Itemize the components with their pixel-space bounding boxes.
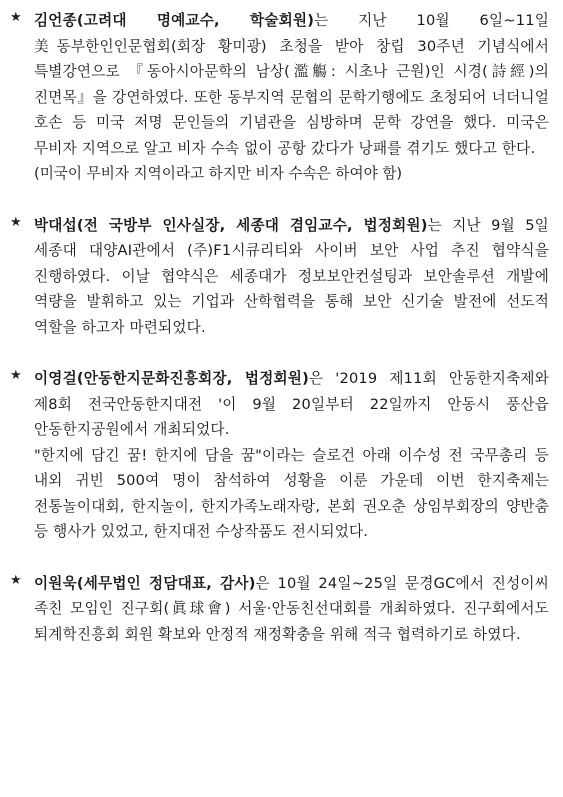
entry-paragraph	[34, 8, 549, 161]
member-name: 이원욱	[34, 574, 77, 592]
news-entry-lee-wu	[10, 571, 549, 648]
entry-body: 는 지난 10월 6일~11일 美동부한인인문협회(회장 황미광) 초청을 받아 창립 30주년 기념식에서 특별강연으로 『동아시아문학의 남상(濫觴: 시초나 근원)인 시경(詩經)의 진면목』을 강연하였다. 또한 동부지역 문협의 문학기행에도 초청되어 너더니얼 호손 등 미국 저명 문인들의 기념관을 심방하며 문학 강연을 했다. 미국은 무비자 지역으로 알고 비자 수속 없이 공항 갔다가 낭패를 겪기도 했다고 한다.	[34, 12, 549, 157]
member-name: 김언종	[34, 12, 77, 29]
entry-paragraph-2: "한지에 담긴 꿈! 한지에 담을 꿈"이라는 슬로건 아래 이수성 전 국무총리 등 내외 귀빈 500여 명이 참석하여 성황을 이룬 가운데 이번 한지축제는 전통놀이대회, 한지놀이, 한지가족노래자랑, 본회 권오춘 상임부회장의 양반춤 등 행사가 있었고, 한지대전 수상작품도 전시되었다.	[34, 446, 549, 540]
entry-paragraph	[34, 366, 549, 443]
news-entry-lee-yg	[10, 366, 549, 545]
star-bullet-icon: ★	[10, 572, 22, 588]
entry-body: 은 '2019 제11회 안동한지축제와 제8회 전국안동한지대전 '이 9월 20일부터 22일까지 안동시 풍산읍 안동한지공원에서 개최되었다.	[34, 370, 549, 438]
member-name: 이영걸	[34, 370, 77, 387]
member-name: 박대섭	[34, 216, 77, 234]
member-title: (전 국방부 인사실장, 세종대 겸임교수, 법정회원)	[76, 216, 428, 234]
entry-body: 은 10월 24일~25일 문경GC에서 진성이씨 족친 모임인 진구회(眞球會) 서울·안동친선대회를 개최하였다. 진구회에서도 퇴계학진흥회 회원 확보와 안정적 재정확충을 위해 적극 협력하기로 하였다.	[34, 574, 549, 643]
star-bullet-icon: ★	[10, 214, 22, 230]
entry-paragraph	[34, 213, 549, 341]
star-bullet-icon: ★	[10, 368, 22, 383]
news-entry-kim	[10, 8, 549, 187]
member-title: (안동한지문화진흥회장, 법정회원)	[76, 370, 309, 387]
entry-body: 는 지난 9월 5일 세종대 대양AI관에서 (주)F1시큐리티와 사이버 보안 사업 추진 협약식을 진행하였다. 이날 협약식은 세종대가 정보보안컨설팅과 보안솔루션 개발에 역량을 발휘하고 있는 기업과 산학협력을 통해 보안 신기술 발전에 선도적 역할을 하고자 마련되었다.	[34, 216, 549, 336]
entry-paragraph	[34, 571, 549, 648]
entry-note: (미국이 무비자 지역이라고 하지만 비자 수속은 하여야 함)	[34, 165, 403, 182]
member-title: (고려대 명예교수, 학술회원)	[76, 12, 315, 29]
member-title: (세무법인 정담대표, 감사)	[76, 574, 256, 592]
star-bullet-icon: ★	[10, 10, 22, 25]
news-entry-park	[10, 213, 549, 341]
